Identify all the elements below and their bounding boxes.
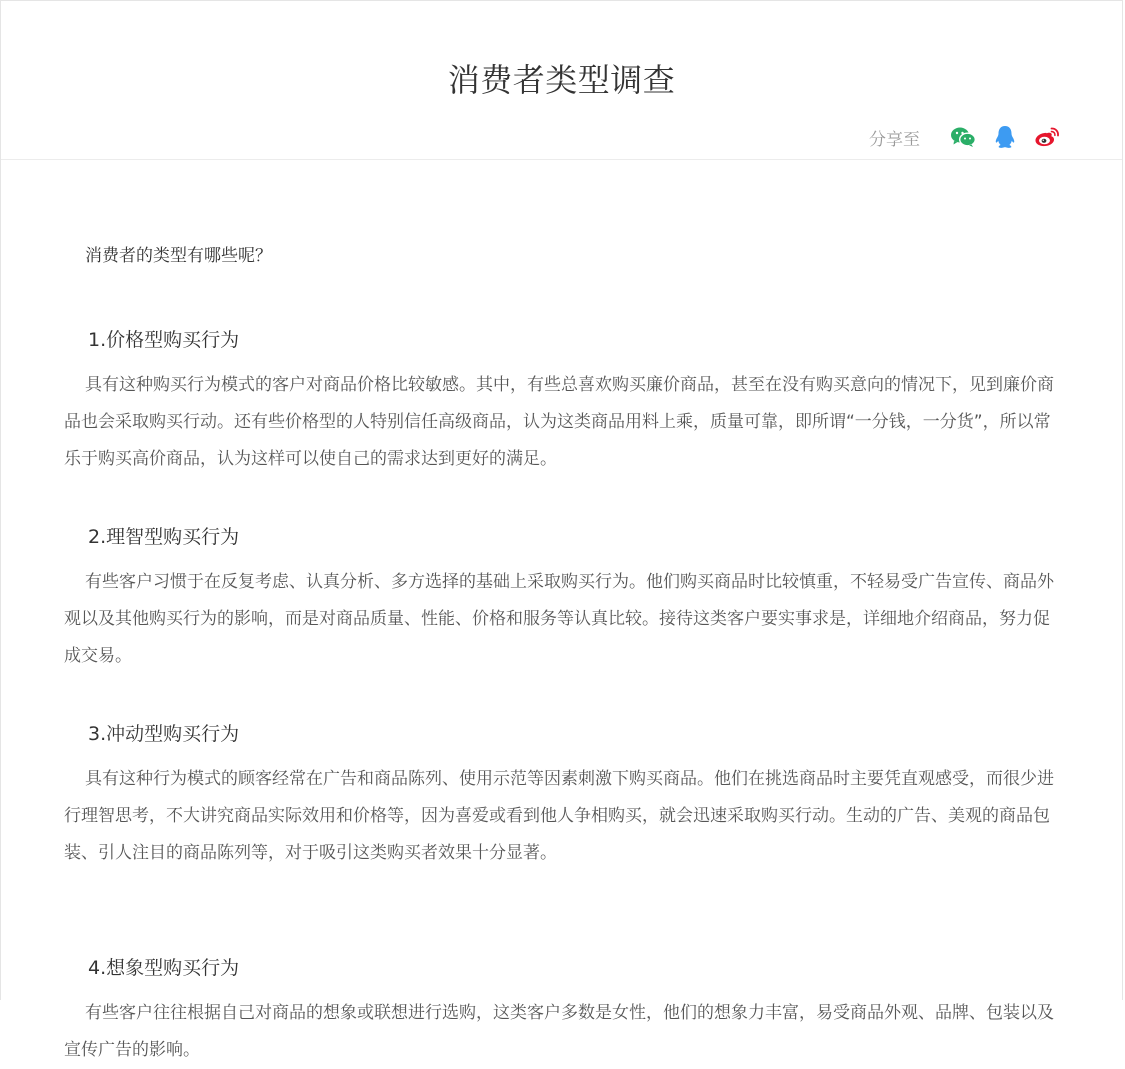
article-intro: 消费者的类型有哪些呢？ [85, 246, 272, 266]
section-title-imaginative: 4.想象型购买行为 [88, 957, 240, 979]
section-body-rational: 有些客户习惯于在反复考虑、认真分析、多方选择的基础上采取购买行为。他们购买商品时比较慎重，不轻易受广告宣传、商品外观以及其他购买行为的影响，而是对商品质量、性能、价格和服务等认真比较。接待这类客户要实事求是，详细地介绍商品，努力促成交易。 [64, 572, 1054, 666]
section-title-rational: 2.理智型购买行为 [88, 526, 240, 548]
section-title-impulse: 3.冲动型购买行为 [88, 723, 240, 745]
wechat-icon[interactable] [950, 124, 976, 150]
qq-icon[interactable] [992, 124, 1018, 150]
section-body-impulse: 具有这种行为模式的顾客经常在广告和商品陈列、使用示范等因素刺激下购买商品。他们在挑选商品时主要凭直观感受，而很少进行理智思考，不大讲究商品实际效用和价格等，因为喜爱或看到他人争相购买，就会迅速采取购买行动。生动的广告、美观的商品包装、引人注目的商品陈列等，对于吸引这类购买者效果十分显著。 [64, 769, 1054, 863]
section-title-price: 1.价格型购买行为 [88, 329, 240, 351]
page-title: 消费者类型调查 [447, 61, 676, 99]
weibo-icon[interactable] [1034, 124, 1060, 150]
article-header [1, 1, 1122, 160]
section-body-imaginative: 有些客户往往根据自己对商品的想象或联想进行选购，这类客户多数是女性，他们的想象力丰富，易受商品外观、品牌、包装以及宣传广告的影响。 [64, 1003, 1054, 1060]
share-label: 分享至 [869, 129, 920, 150]
article-body [1, 244, 1122, 1069]
share-bar [869, 124, 1060, 150]
section-body-price: 具有这种购买行为模式的客户对商品价格比较敏感。其中，有些总喜欢购买廉价商品，甚至在没有购买意向的情况下，见到廉价商品也会采取购买行动。还有些价格型的人特别信任高级商品，认为这类商品用料上乘，质量可靠，即所谓“一分钱，一分货”，所以常乐于购买高价商品，认为这样可以使自己的需求达到更好的满足。 [64, 375, 1054, 469]
